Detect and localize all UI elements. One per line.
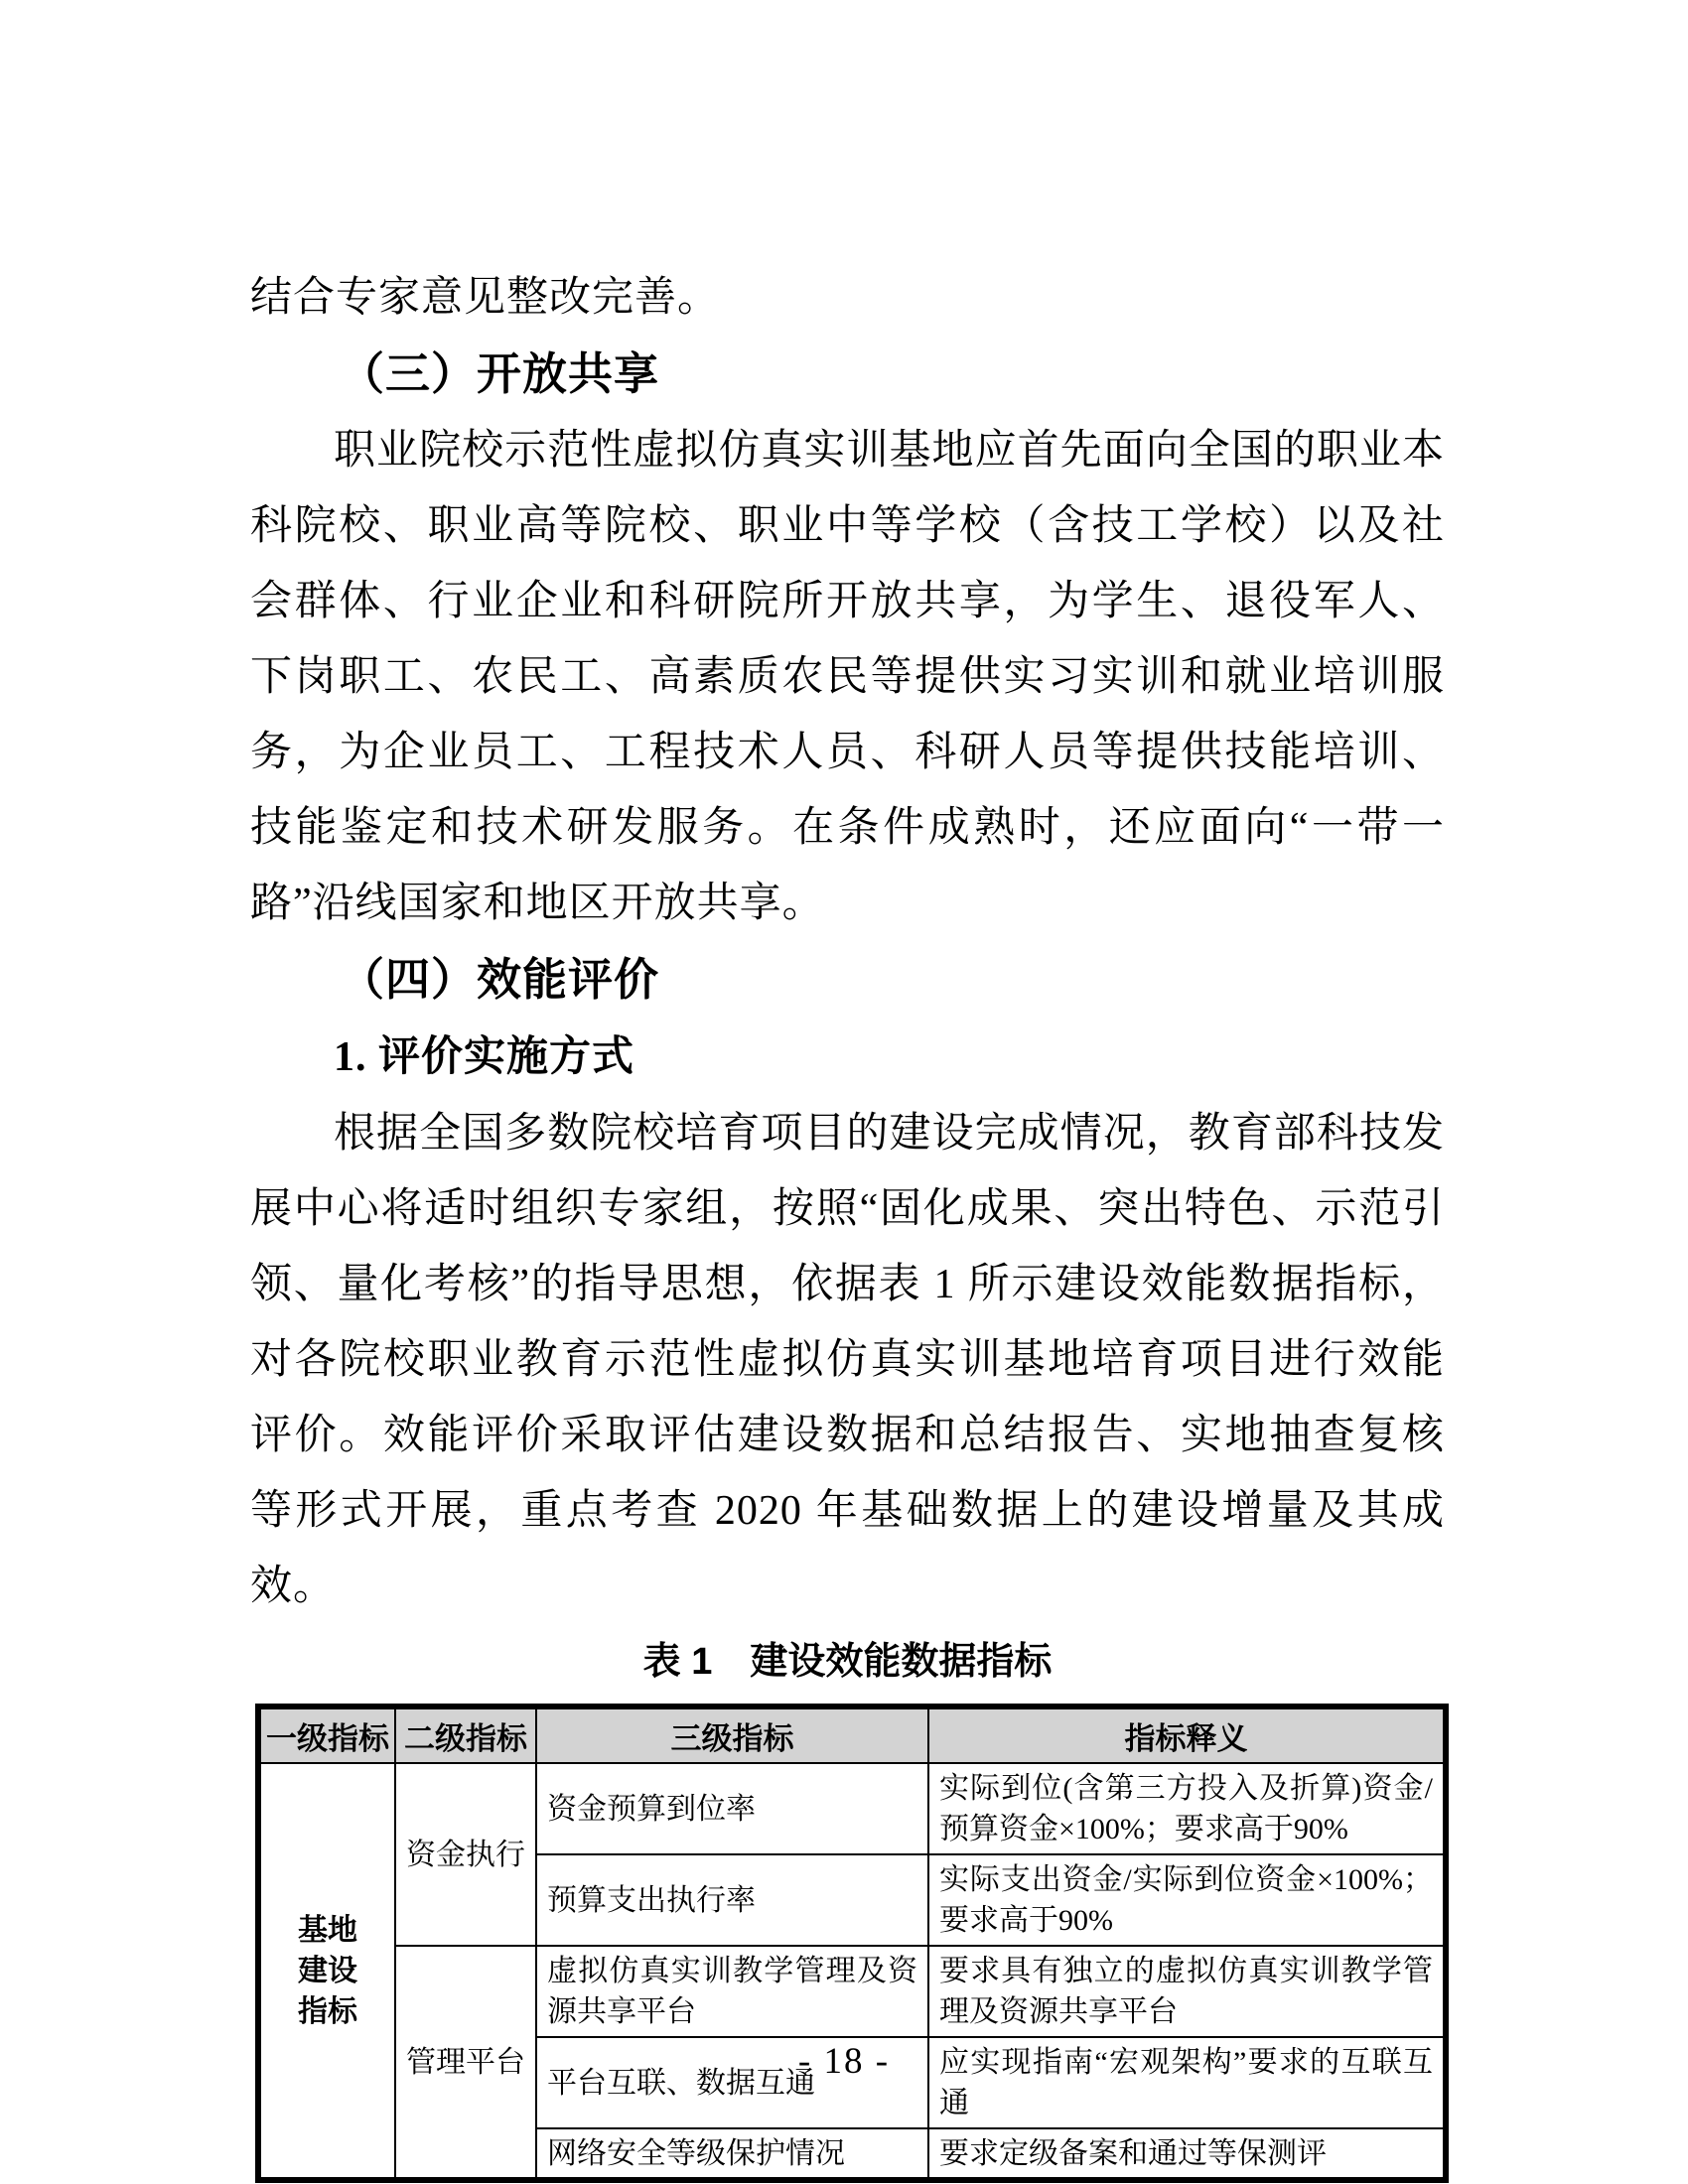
cell-definition: 应实现指南“宏观架构”要求的互联互通 xyxy=(928,2037,1446,2128)
paragraph-evaluation: 根据全国多数院校培育项目的建设完成情况，教育部科技发展中心将适时组织专家组，按照“固化成果、突出特色、示范引领、量化考核”的指导思想，依据表 1 所示建设效能数据指标，对各院校职业教育示范性虚拟仿真实训基地培育项目进行效能评价。效能评价采取评估建设数据和总结报告、实地抽查复核等形式开展，重点考查 2020 年基础数据上的建设增量及其成效。 xyxy=(250,1111,1445,1609)
table-header-row xyxy=(258,1706,1446,1763)
heading-section-4-efficiency: （四）效能评价 xyxy=(340,954,660,1005)
cell-definition: 实际支出资金/实际到位资金×100%；要求高于90% xyxy=(928,1854,1446,1946)
header-level1: 一级指标 xyxy=(258,1706,395,1763)
page-number: - 18 - xyxy=(797,2041,891,2082)
paragraph-open-share: 职业院校示范性虚拟仿真实训基地应首先面向全国的职业本科院校、职业高等院校、职业中等学校（含技工学校）以及社会群体、行业企业和科研院所开放共享，为学生、退役军人、下岗职工、农民工、高素质农民等提供实习实训和就业培训服务，为企业员工、工程技术人员、科研人员等提供技能培训、技能鉴定和技术研发服务。在条件成熟时，还应面向“一带一路”沿线国家和地区开放共享。 xyxy=(250,428,1445,926)
cell-level2-management-platform: 管理平台 xyxy=(395,1946,536,2180)
header-level3: 三级指标 xyxy=(536,1706,928,1763)
table-caption: 表 1 建设效能数据指标 xyxy=(642,1641,1053,1683)
header-definition: 指标释义 xyxy=(928,1706,1446,1763)
table-row xyxy=(258,1763,1446,1854)
heading-section-3-open-share: （三）开放共享 xyxy=(340,348,660,399)
document-content xyxy=(250,260,1445,2183)
cell-definition: 要求具有独立的虚拟仿真实训教学管理及资源共享平台 xyxy=(928,1946,1446,2037)
cell-level3: 网络安全等级保护情况 xyxy=(536,2128,928,2180)
cell-level3: 预算支出执行率 xyxy=(536,1854,928,1946)
table-row xyxy=(258,1946,1446,2037)
cell-level2-fund-execution: 资金执行 xyxy=(395,1763,536,1946)
subheading-evaluation-method: 1. 评价实施方式 xyxy=(334,1034,635,1080)
header-level2: 二级指标 xyxy=(395,1706,536,1763)
paragraph-continuation: 结合专家意见整改完善。 xyxy=(250,275,721,321)
cell-level3: 虚拟仿真实训教学管理及资源共享平台 xyxy=(536,1946,928,2037)
level1-label: 基地建设指标 xyxy=(298,1913,357,2028)
cell-definition: 实际到位(含第三方投入及折算)资金/预算资金×100%；要求高于90% xyxy=(928,1763,1446,1854)
metrics-table xyxy=(255,1704,1449,2183)
cell-level1-base-indicators xyxy=(258,1763,395,2180)
cell-level3: 平台互联、数据互通 xyxy=(536,2037,928,2128)
cell-level3: 资金预算到位率 xyxy=(536,1763,928,1854)
cell-definition: 要求定级备案和通过等保测评 xyxy=(928,2128,1446,2180)
